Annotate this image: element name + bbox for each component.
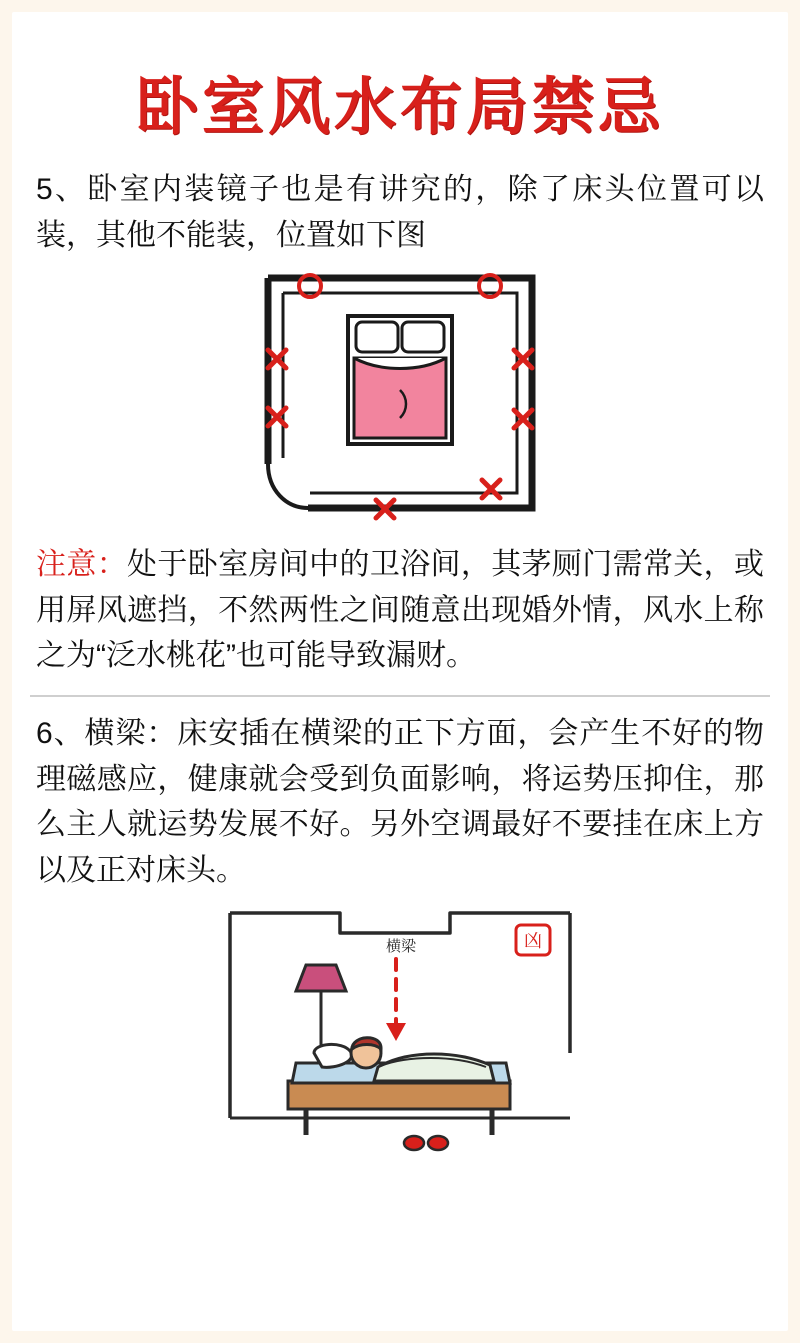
section-5-note (36, 542, 764, 679)
section-5-text: 5、卧室内装镜子也是有讲究的，除了床头位置可以装，其他不能装，位置如下图 (36, 173, 764, 252)
pillow-right (402, 322, 444, 352)
svg-text:凶: 凶 (524, 931, 542, 953)
section-6-text: 6、横梁：床安插在横梁的正下方面，会产生不好的物理磁感应，健康就会受到负面影响，将运势压抑住，那么主人就运势发展不好。另外空调最好不要挂在床上方以及正对床头。 (36, 717, 764, 887)
section-divider (30, 695, 770, 697)
pressure-arrow (386, 959, 406, 1041)
note-label: 注意： (36, 548, 128, 582)
slippers (404, 1136, 448, 1150)
beam-over-bed-diagram (30, 903, 770, 1163)
page-title: 卧室风水布局禁忌 (135, 70, 664, 143)
bed (288, 1038, 510, 1135)
beam-bed-svg (210, 903, 590, 1163)
pillow-left (356, 322, 398, 352)
beam-label: 横梁 (386, 937, 417, 956)
note-text: 处于卧室房间中的卫浴间，其茅厕门需常关，或用屏风遮挡，不然两性之间随意出现婚外情，风水上称之为“泛水桃花”也可能导致漏财。 (36, 548, 765, 673)
poster-inner-card (12, 12, 788, 1331)
warning-badge (516, 925, 550, 955)
bedroom-mirror-placement-diagram (30, 268, 770, 528)
room-plan-svg (250, 268, 550, 528)
